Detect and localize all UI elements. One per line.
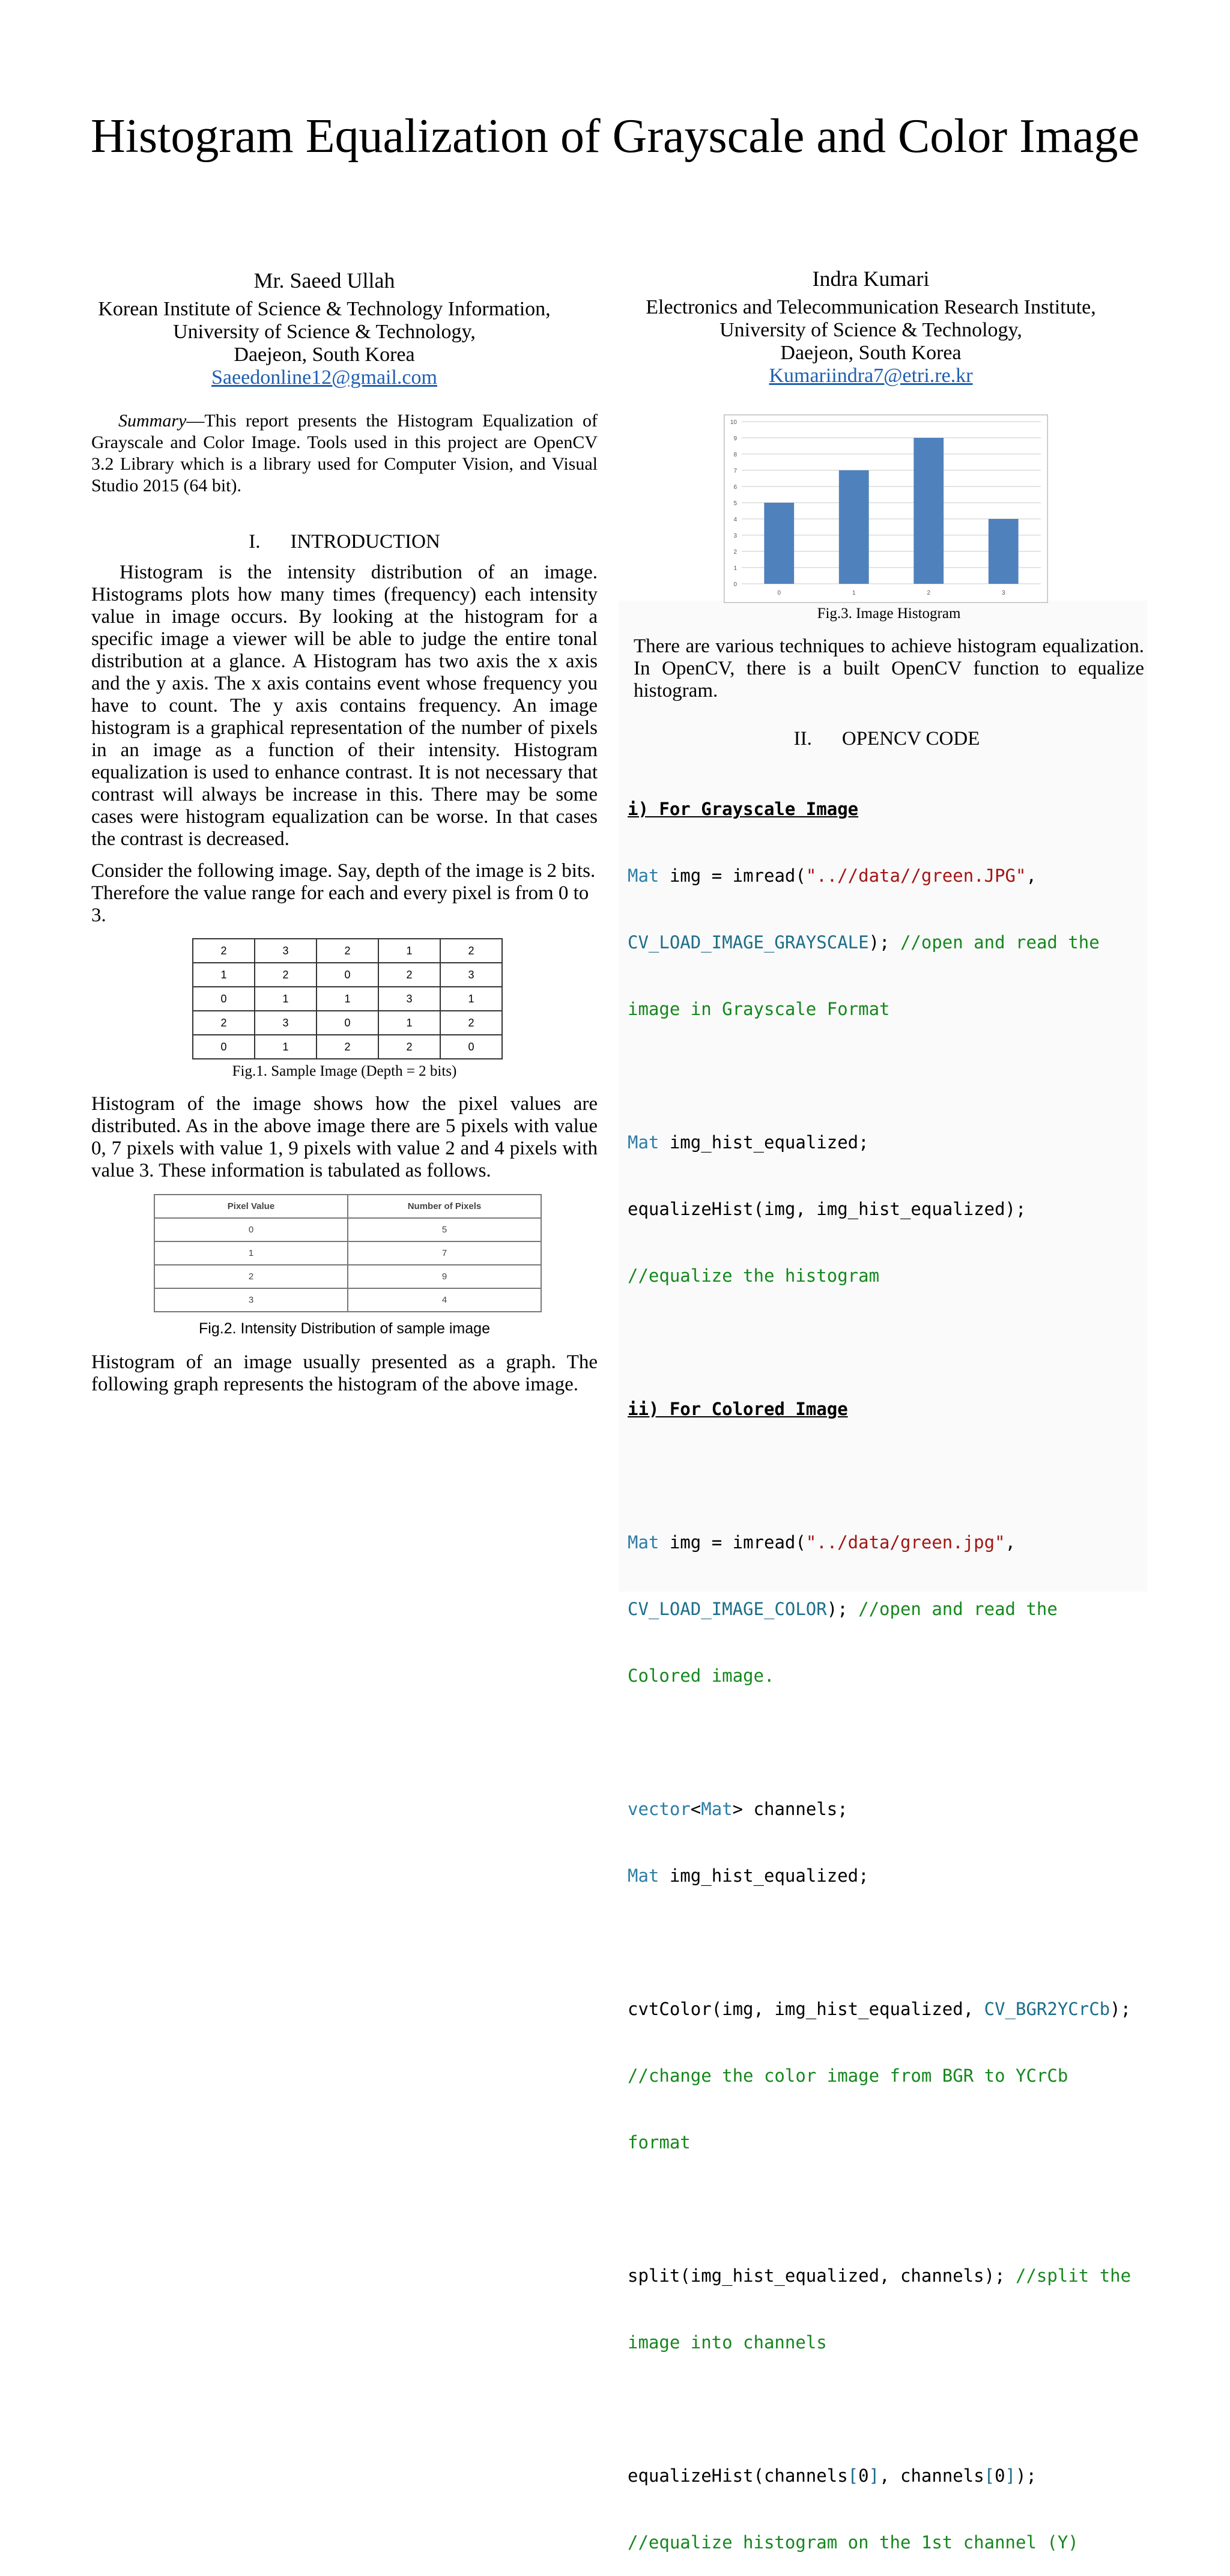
code-line	[628, 1532, 1144, 1554]
code-line	[628, 1865, 1144, 1887]
code-token: Mat	[628, 1532, 659, 1553]
author-block-1	[84, 269, 565, 389]
code-token: > channels;	[732, 1799, 848, 1819]
code-line	[628, 1132, 1144, 1154]
table-row	[193, 939, 502, 963]
code-token: ]	[1005, 2465, 1016, 2486]
author-affiliation: University of Science & Technology,	[720, 319, 1022, 341]
table-cell: 1	[378, 939, 440, 963]
code-token: ,	[1026, 865, 1037, 886]
table-cell: 2	[193, 939, 255, 963]
table-cell: 2	[440, 939, 502, 963]
table-row	[154, 1218, 541, 1241]
x-tick-label: 1	[852, 590, 856, 596]
section-heading-opencv-code	[634, 728, 1140, 750]
table-cell: 1	[440, 987, 502, 1011]
author-location: Daejeon, South Korea	[234, 344, 415, 366]
code-comment: //equalize the histogram	[628, 1265, 880, 1286]
code-comment: Colored image.	[628, 1665, 775, 1686]
paper-title: Histogram Equalization of Grayscale and Color Image	[90, 110, 1140, 163]
code-line	[628, 2265, 1144, 2287]
y-tick-label: 4	[733, 517, 737, 523]
table-row	[193, 1011, 502, 1035]
sample-image-table	[192, 938, 503, 1059]
code-subheading-colored: ii) For Colored Image	[628, 1399, 848, 1419]
code-blank-line	[628, 2398, 1144, 2420]
code-comment: //open and read the	[858, 1599, 1058, 1619]
code-token: ]	[868, 2465, 880, 2486]
code-token: CV_BGR2YCrCb	[984, 1999, 1110, 2019]
code-token: "..//data//green.JPG"	[805, 865, 1026, 886]
code-token: vector	[628, 1799, 691, 1819]
figure-3-caption: Fig.3. Image Histogram	[817, 605, 961, 622]
table-cell: 2	[440, 1011, 502, 1035]
code-token: img_hist_equalized;	[659, 1132, 869, 1153]
code-comment: image in Grayscale Format	[628, 999, 890, 1019]
code-blank-line	[628, 1732, 1144, 1754]
section-title: OPENCV CODE	[841, 728, 980, 750]
code-token: cvtColor(img, img_hist_equalized,	[628, 1999, 984, 2019]
code-comment: //open and read the	[900, 932, 1100, 953]
histogram-bar	[764, 503, 794, 584]
section-heading-introduction	[91, 531, 598, 553]
summary-paragraph	[91, 410, 598, 497]
table-cell: 3	[255, 1011, 317, 1035]
x-tick-label: 2	[927, 590, 931, 596]
graph-paragraph: Histogram of an image usually presented as a graph. The following graph represents the histogram of the above image.	[91, 1351, 598, 1395]
table-cell: 0	[154, 1218, 348, 1241]
table-header-cell: Number of Pixels	[348, 1195, 541, 1218]
table-cell: 1	[255, 1035, 317, 1059]
code-token: [	[984, 2465, 995, 2486]
code-comment: //change the color image from BGR to YCrCb	[628, 2065, 1068, 2086]
table-row	[154, 1288, 541, 1312]
author-affiliation: University of Science & Technology,	[173, 321, 476, 343]
code-token: Mat	[628, 865, 659, 886]
table-header-row	[154, 1195, 541, 1218]
author-location: Daejeon, South Korea	[780, 342, 962, 364]
table-row	[193, 987, 502, 1011]
histogram-bar	[839, 470, 869, 584]
table-cell: 1	[317, 987, 378, 1011]
code-comment: format	[628, 2132, 691, 2153]
code-token: );	[868, 932, 900, 953]
code-subheading-grayscale: i) For Grayscale Image	[628, 799, 859, 819]
code-token: , channels	[879, 2465, 984, 2486]
summary-keyword: Summary	[118, 411, 187, 431]
table-cell: 3	[154, 1288, 348, 1312]
table-cell: 2	[255, 963, 317, 987]
section-number: I.	[249, 531, 261, 553]
code-line	[628, 1598, 1144, 1620]
code-line	[628, 932, 1144, 954]
histogram-bar-chart	[724, 414, 1048, 603]
code-comment: //equalize histogram on the 1st channel (Y)	[628, 2532, 1079, 2553]
code-line	[628, 1998, 1144, 2020]
code-token: );	[1016, 2465, 1037, 2486]
code-line	[628, 865, 1144, 887]
author-affiliation: Electronics and Telecommunication Research Institute,	[646, 296, 1096, 318]
code-blank-line	[628, 2198, 1144, 2220]
y-tick-label: 6	[733, 484, 737, 491]
code-token: );	[826, 1599, 859, 1619]
table-cell: 0	[193, 1035, 255, 1059]
code-block	[628, 754, 1144, 2576]
y-tick-label: 0	[733, 581, 737, 588]
figure-2-caption: Fig.2. Intensity Distribution of sample image	[199, 1320, 490, 1337]
table-cell: 4	[348, 1288, 541, 1312]
table-cell: 2	[378, 1035, 440, 1059]
code-comment: //split the	[1016, 2265, 1132, 2286]
author-name: Mr. Saeed Ullah	[253, 268, 395, 292]
code-token: <	[690, 1799, 701, 1819]
table-header-cell: Pixel Value	[154, 1195, 348, 1218]
table-cell: 2	[378, 963, 440, 987]
author-block-2	[631, 267, 1111, 387]
code-token: Mat	[628, 1132, 659, 1153]
table-cell: 2	[317, 939, 378, 963]
code-token: ,	[1005, 1532, 1016, 1553]
author-email-link[interactable]: Saeedonline12@gmail.com	[211, 366, 437, 389]
table-row	[193, 963, 502, 987]
code-token: "../data/green.jpg"	[805, 1532, 1005, 1553]
code-token: split(img_hist_equalized, channels);	[628, 2265, 1016, 2286]
section-number: II.	[793, 728, 812, 750]
author-affiliation: Korean Institute of Science & Technology Information,	[98, 298, 551, 320]
table-cell: 3	[378, 987, 440, 1011]
table-cell: 1	[255, 987, 317, 1011]
x-tick-label: 0	[777, 590, 781, 596]
code-token: 0	[858, 2465, 869, 2486]
table-cell: 3	[255, 939, 317, 963]
table-row	[154, 1241, 541, 1265]
code-token: img = imread(	[659, 865, 806, 886]
table-cell: 0	[193, 987, 255, 1011]
table-cell: 1	[378, 1011, 440, 1035]
table-cell: 2	[154, 1265, 348, 1288]
table-cell: 2	[317, 1035, 378, 1059]
author-email-link[interactable]: Kumariindra7@etri.re.kr	[769, 365, 973, 387]
code-blank-line	[628, 1932, 1144, 1954]
distribution-paragraph: Histogram of the image shows how the pixel values are distributed. As in the above image there are 5 pixels with value 0, 7 pixels with value 1, 9 pixels with value 2 and 4 pixels with value 3. These information is tabulated as follows.	[91, 1093, 598, 1181]
y-tick-label: 1	[733, 565, 737, 572]
code-token: [	[847, 2465, 859, 2486]
table-cell: 3	[440, 963, 502, 987]
y-tick-label: 8	[733, 452, 737, 458]
code-token: Mat	[628, 1865, 659, 1886]
code-line	[628, 1798, 1144, 1820]
code-blank-line	[628, 1332, 1144, 1354]
y-tick-label: 2	[733, 549, 737, 556]
code-token: 0	[995, 2465, 1005, 2486]
y-tick-label: 7	[733, 468, 737, 474]
table-cell: 1	[154, 1241, 348, 1265]
table-cell: 0	[317, 1011, 378, 1035]
code-blank-line	[628, 1465, 1144, 1487]
table-cell: 0	[317, 963, 378, 987]
table-row	[154, 1265, 541, 1288]
code-token: CV_LOAD_IMAGE_COLOR	[628, 1599, 827, 1619]
y-tick-label: 10	[730, 419, 737, 426]
code-token: Mat	[701, 1799, 733, 1819]
code-blank-line	[628, 1065, 1144, 1087]
consider-paragraph: Consider the following image. Say, depth of the image is 2 bits. Therefore the value range for each and every pixel is from 0 to 3.	[91, 860, 596, 926]
distribution-table	[154, 1194, 542, 1312]
code-token: img_hist_equalized;	[659, 1865, 869, 1886]
y-tick-label: 3	[733, 533, 737, 539]
table-cell: 7	[348, 1241, 541, 1265]
section-title: INTRODUCTION	[290, 531, 440, 553]
intro-paragraph: Histogram is the intensity distribution of an image. Histograms plots how many times (frequency) each intensity value in image occurs. By looking at the histogram for a specific image a viewer will be able to judge the entire tonal distribution at a glance. A Histogram has two axis the x axis and the y axis. The x axis contains event whose frequency you have to count. The y axis contains frequency. An image histogram is a graphical representation of the number of pixels in an image as a function of their intensity. Histogram equalization is used to enhance contrast. It is not necessary that contrast will always be increase in this. There may be some cases were histogram equalization can be worse. In that cases the contrast is decreased.	[91, 562, 598, 850]
author-name: Indra Kumari	[812, 267, 930, 291]
figure-1-caption: Fig.1. Sample Image (Depth = 2 bits)	[232, 1063, 457, 1079]
code-token: );	[1110, 1999, 1132, 2019]
code-token: equalizeHist(channels	[628, 2465, 848, 2486]
histogram-bar	[913, 438, 944, 584]
code-token: CV_LOAD_IMAGE_GRAYSCALE	[628, 932, 869, 953]
techniques-paragraph: There are various techniques to achieve histogram equalization. In OpenCV, there is a built OpenCV function to equalize histogram.	[634, 635, 1144, 702]
code-token: img = imread(	[659, 1532, 806, 1553]
table-row	[193, 1035, 502, 1059]
code-line: equalizeHist(img, img_hist_equalized);	[628, 1199, 1026, 1219]
code-line	[628, 2465, 1144, 2487]
code-comment: image into channels	[628, 2332, 827, 2353]
table-cell: 2	[193, 1011, 255, 1035]
table-cell: 5	[348, 1218, 541, 1241]
y-tick-label: 9	[733, 435, 737, 442]
summary-text: —This report presents the Histogram Equalization of Grayscale and Color Image. Tools used in this project are OpenCV 3.2 Library which is a library used for Computer Vision, and Visual Studio 2015 (64 bit).	[91, 411, 598, 496]
table-cell: 9	[348, 1265, 541, 1288]
histogram-bar	[989, 519, 1019, 584]
y-tick-label: 5	[733, 500, 737, 507]
x-tick-label: 3	[1001, 590, 1005, 596]
table-cell: 0	[440, 1035, 502, 1059]
table-cell: 1	[193, 963, 255, 987]
